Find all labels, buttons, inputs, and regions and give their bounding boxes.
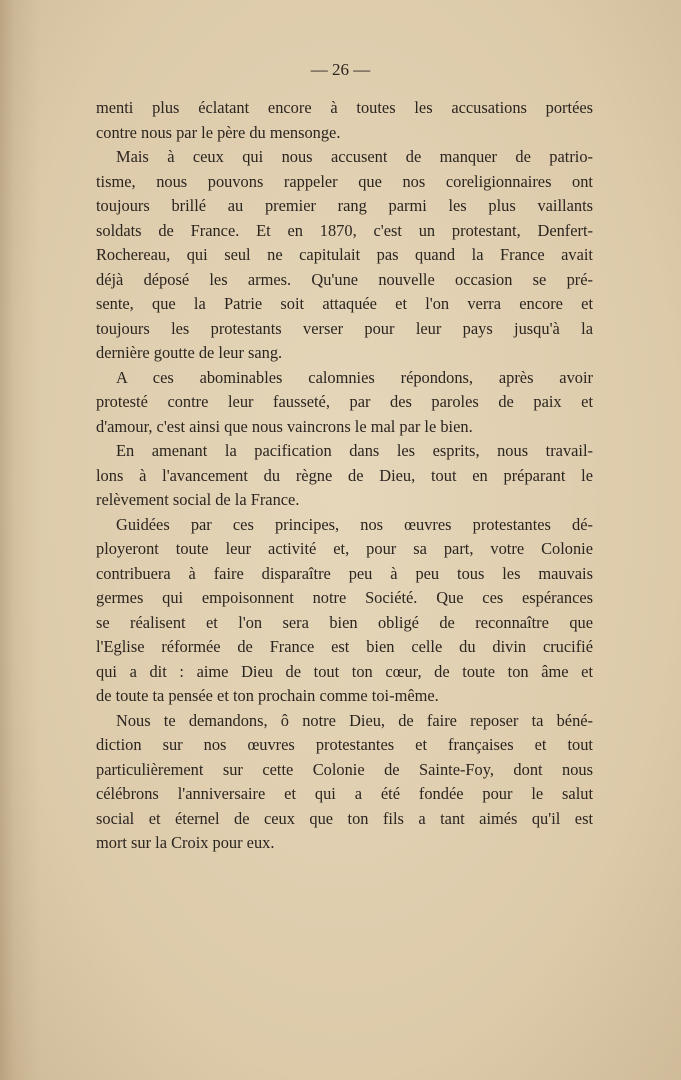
text-line: qui a dit : aime Dieu de tout ton cœur, de toute ton âme et [96, 661, 593, 681]
text-line: particulièrement sur cette Colonie de Sainte-Foy, dont nous [96, 759, 593, 779]
text-line: Rochereau, qui seul ne capitulait pas quand la France avait [96, 245, 593, 264]
text-line: célébrons l'anniversaire et qui a été fondée pour le salut [96, 784, 593, 803]
text-line: se réalisent et l'on sera bien obligé de reconnaître que [96, 612, 593, 632]
text-line: l'Eglise réformée de France est bien celle du divin crucifié [96, 637, 593, 656]
paragraph [96, 366, 593, 440]
body-text [96, 96, 593, 856]
text-line: sente, que la Patrie soit attaquée et l'on verra encore et [96, 294, 593, 313]
text-line: ployeront toute leur activité et, pour sa part, votre Colonie [96, 539, 593, 558]
text-line: dernière goutte de leur sang. [96, 343, 283, 362]
text-line: de toute ta pensée et ton prochain comme toi-même. [96, 686, 439, 705]
text-line: relèvement social de la France. [96, 490, 300, 509]
text-line: d'amour, c'est ainsi que nous vaincrons le mal par le bien. [96, 416, 473, 436]
text-line: contribuera à faire disparaître peu à peu tous les mauvais [96, 563, 593, 583]
text-line: toujours les protestants verser pour leur pays jusqu'à la [96, 318, 593, 338]
text-line: Mais à ceux qui nous accusent de manquer de patrio- [116, 147, 593, 166]
text-line: Guidées par ces principes, nos œuvres protestantes dé- [116, 514, 593, 534]
text-line: contre nous par le père du mensonge. [96, 122, 341, 142]
paragraph [96, 513, 593, 709]
paragraph [96, 96, 593, 145]
text-line: protesté contre leur fausseté, par des paroles de paix et [96, 392, 593, 411]
text-line: En amenant la pacification dans les esprits, nous travail- [116, 441, 593, 460]
page-number: — 26 — [310, 60, 371, 79]
text-line: A ces abominables calomnies répondons, après avoir [116, 367, 593, 387]
text-line: soldats de France. Et en 1870, c'est un protestant, Denfert- [96, 220, 593, 240]
text-line: déjà déposé les armes. Qu'une nouvelle occasion se pré- [96, 269, 593, 289]
text-line: Nous te demandons, ô notre Dieu, de faire reposer ta béné- [116, 710, 593, 730]
text-line: mort sur la Croix pour eux. [96, 833, 275, 852]
text-line: lons à l'avancement du règne de Dieu, tout en préparant le [96, 465, 593, 485]
paragraph [96, 709, 593, 856]
text-line: menti plus éclatant encore à toutes les accusations portées [96, 98, 593, 117]
text-line: tisme, nous pouvons rappeler que nos coreligionnaires ont [96, 171, 593, 191]
text-line: social et éternel de ceux que ton fils a tant aimés qu'il est [96, 808, 593, 828]
text-line: diction sur nos œuvres protestantes et françaises et tout [96, 735, 593, 754]
text-line: germes qui empoisonnent notre Société. Que ces espérances [96, 588, 593, 607]
paragraph [96, 145, 593, 366]
text-line: toujours brillé au premier rang parmi les plus vaillants [96, 196, 593, 215]
paragraph [96, 439, 593, 513]
